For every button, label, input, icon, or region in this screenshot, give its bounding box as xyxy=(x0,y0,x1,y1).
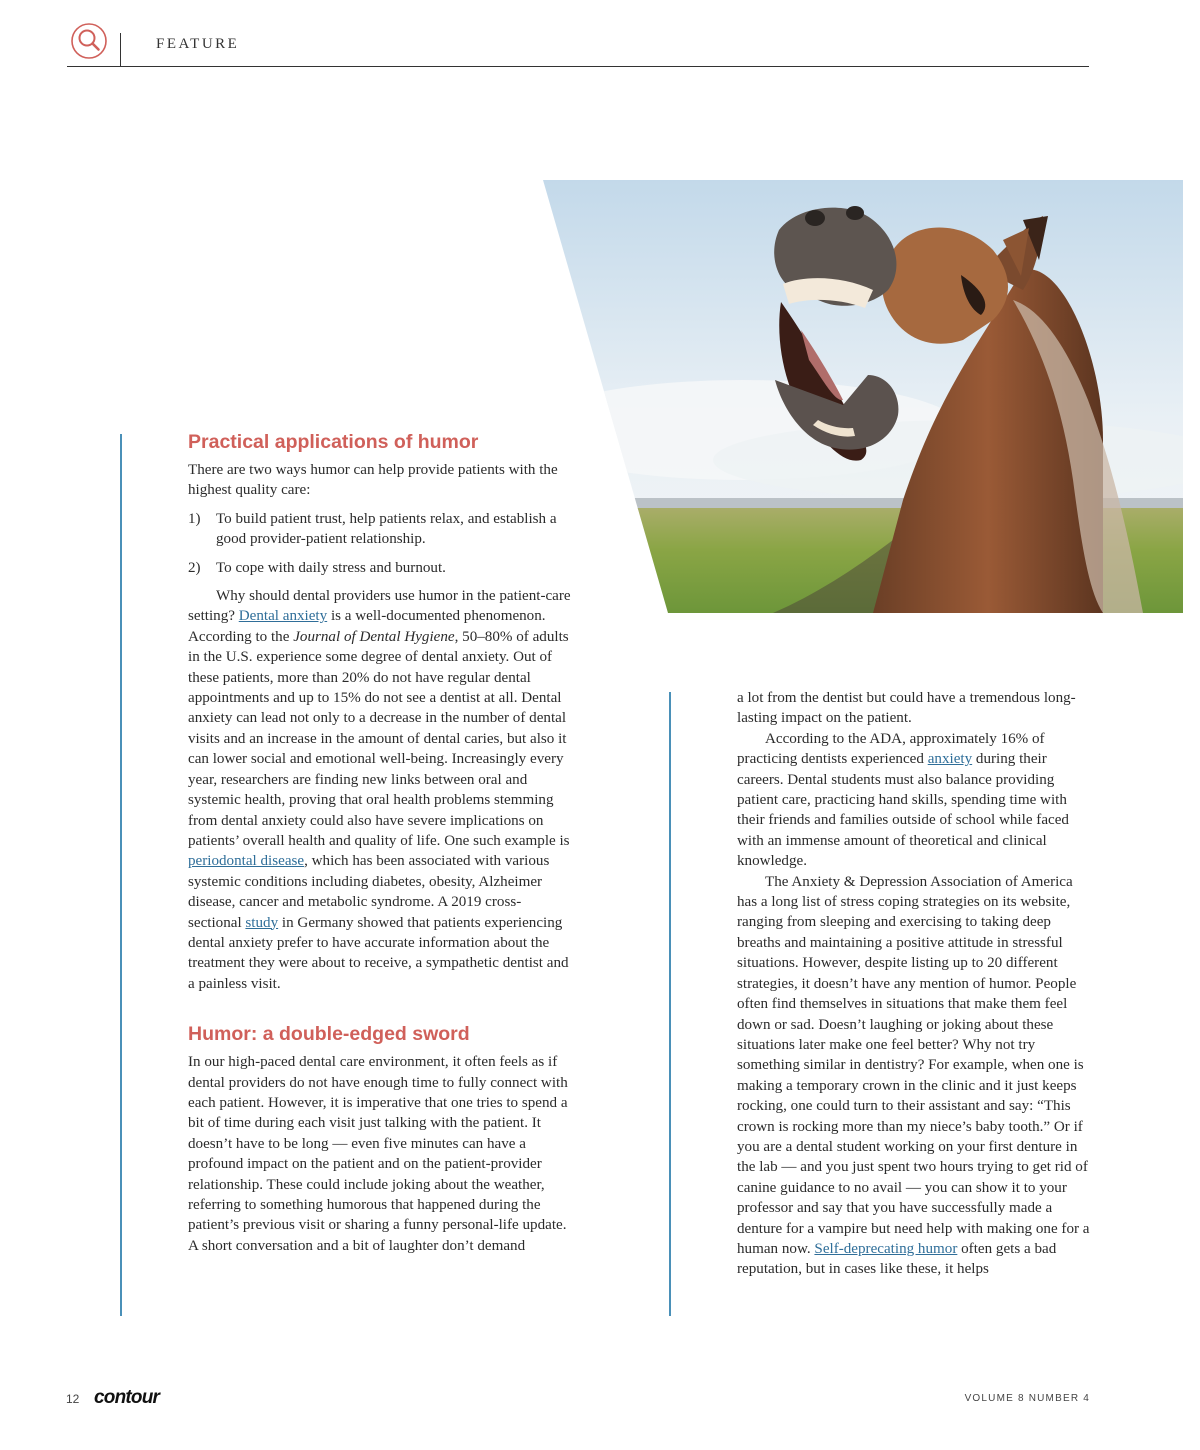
list-text: To cope with daily stress and burnout. xyxy=(216,559,446,576)
issue-info: VOLUME 8 NUMBER 4 xyxy=(964,1393,1090,1404)
intro-paragraph: There are two ways humor can help provide patients with the highest quality care: xyxy=(188,462,558,499)
article-column-2 xyxy=(737,688,1092,1280)
link-anxiety[interactable]: anxiety xyxy=(927,751,973,768)
header-divider xyxy=(120,33,121,67)
text-run: in Germany showed that patients experiencing dental anxiety prefer to have accurate information about the treatment they were about to receive, a sympathetic dentist and a painless visit. xyxy=(188,914,569,992)
horse-photo xyxy=(543,180,1183,613)
column-rule-left xyxy=(120,434,122,1316)
text-run: , 50–80% of adults in the U.S. experience some degree of dental anxiety. Out of these patients, more than 20% do not have regular dental appointments and up to 15% do not see a dentist at all. Dental anxiety can lead not only to a decrease in the number of dental visits and an increase in the amount of dental caries, but also it can lower social and emotional well-being. Increasingly every year, researchers are finding new links between oral and systemic health, proving that oral health problems stemming from dental anxiety could also have severe implications on patients’ overall health and quality of life. One such example is xyxy=(188,628,570,849)
link-study[interactable]: study xyxy=(245,914,279,931)
text-run: According to the ADA, approximately 16% of practicing dentists experienced xyxy=(737,730,1045,768)
text-run: Why should dental providers use humor in the patient-care setting? xyxy=(188,588,571,625)
link-self-deprecating-humor[interactable]: Self-deprecating humor xyxy=(814,1240,958,1257)
text-run: often gets a bad reputation, but in cases like these, it helps xyxy=(737,1240,1057,1278)
column-rule-right xyxy=(669,692,671,1316)
body-paragraph: a lot from the dentist but could have a tremendous long-lasting impact on the patient. xyxy=(737,690,1076,727)
subheading-double-edged-sword: Humor: a double-edged sword xyxy=(188,1023,470,1046)
text-run: is a well-documented phenomenon. According to the xyxy=(188,608,546,645)
list-item xyxy=(188,558,573,578)
article-column-1 xyxy=(188,430,573,1256)
search-icon[interactable] xyxy=(70,22,108,60)
contour-logo: contour xyxy=(94,1387,160,1408)
benefit-list xyxy=(188,509,573,578)
body-paragraph xyxy=(737,872,1092,1280)
body-paragraph: In our high-paced dental care environment, it often feels as if dental providers do not have enough time to fully connect with each patient. However, it is imperative that one tries to spend a bit of time during each visit just talking with the patient. It doesn’t have to be long — even five minutes can have a profound impact on the patient and on the patient-provider relationship. These could include joking about the weather, referring to something humorous that happened during the patient’s previous visit or sharing a funny personal-life update. A short conversation and a bit of laughter don’t demand xyxy=(188,1054,568,1254)
body-paragraph xyxy=(737,729,1092,872)
link-dental-anxiety[interactable]: Dental anxiety xyxy=(238,608,328,625)
list-number: 2) xyxy=(188,559,201,576)
section-label: FEATURE xyxy=(156,36,240,52)
text-run: during their careers. Dental students must also balance providing patient care, practicing hand skills, spending time with their friends and families outside of school while faced with an immense amount of theoretical and clinical knowledge. xyxy=(737,751,1069,870)
text-run: , which has been associated with various systemic conditions including diabetes, obesity, Alzheimer disease, cancer and metabolic syndrome. A 2019 cross-sectional xyxy=(188,853,550,931)
journal-title: Journal of Dental Hygiene xyxy=(293,628,455,645)
list-text: To build patient trust, help patients relax, and establish a good provider-patient relationship. xyxy=(216,510,557,548)
page-footer xyxy=(0,1387,1200,1410)
body-paragraph xyxy=(188,586,573,994)
list-item xyxy=(188,509,573,550)
page-number: 12 xyxy=(66,1392,80,1406)
list-number: 1) xyxy=(188,510,201,527)
link-periodontal-disease[interactable]: periodontal disease xyxy=(188,853,305,870)
text-run: The Anxiety & Depression Association of America has a long list of stress coping strategies on its website, ranging from sleeping and exercising to taking deep breaths and maintaining a positive attitude in stressful situations. However, despite listing up to 20 different strategies, it doesn’t have any mention of humor. People often find themselves in situations that make them feel down or sad. Doesn’t laughing or joking about these situations later make one feel better? Why not try something similar in dentistry? For example, when one is making a temporary crown in the clinic and it just keeps rocking, one could turn to their assistant and say: “This crown is rocking more than my niece’s baby tooth.” Or if you are a dental student working on your first denture in the lab — and you just spent two hours trying to get rid of canine guidance to no avail — you can show it to your professor and say that you have successfully made a denture for a vampire but need help with making one for a human now. xyxy=(737,873,1090,1257)
header-rule xyxy=(67,66,1089,67)
subheading-practical-applications: Practical applications of humor xyxy=(188,431,479,453)
